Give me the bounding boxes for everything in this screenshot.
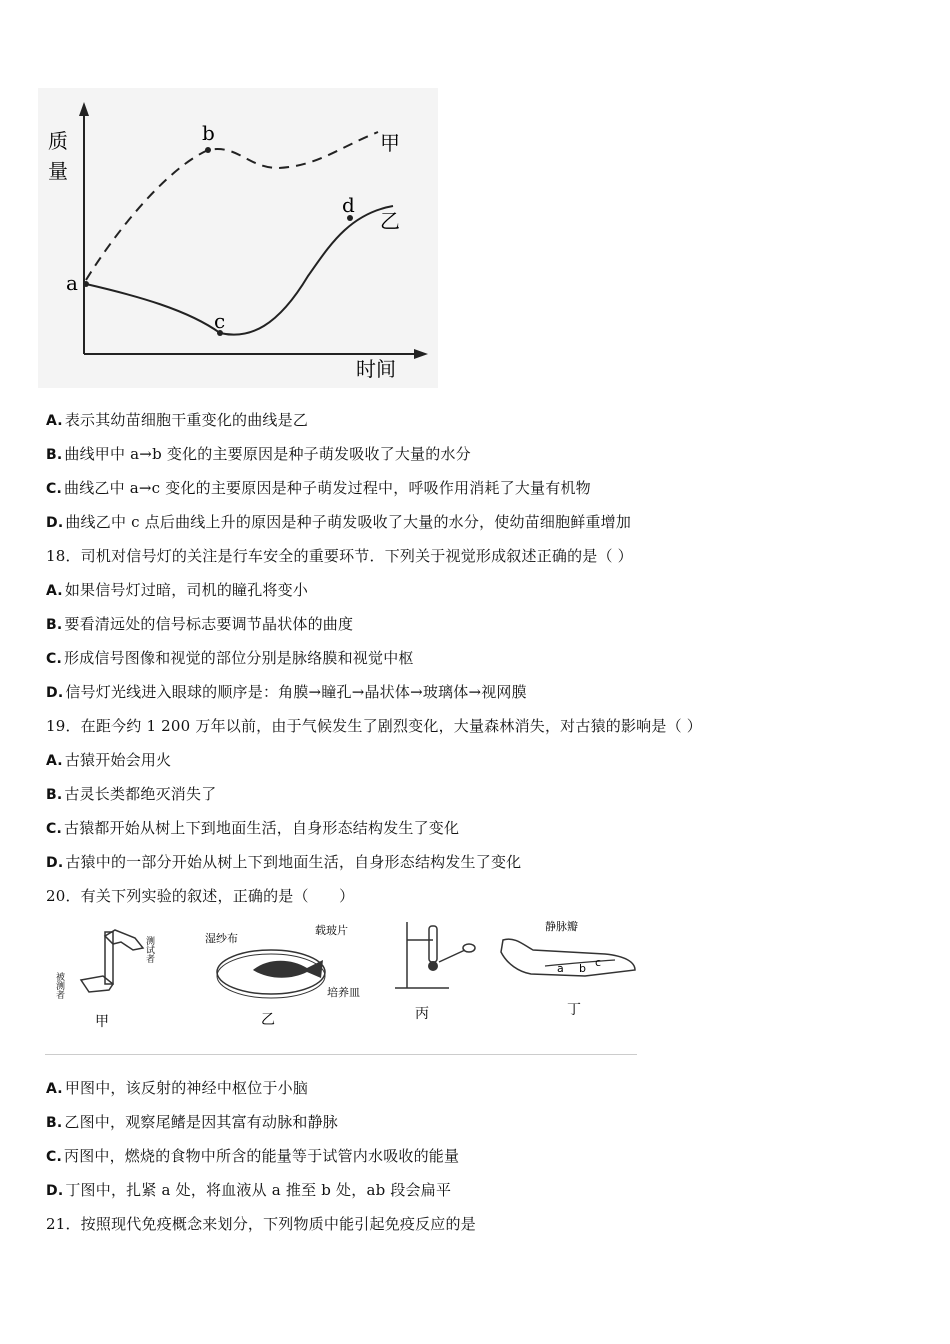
point-a-dot [83, 281, 89, 287]
jia-tester-label: 测试者 [144, 936, 154, 963]
q18-option-d: D. 信号灯光线进入眼球的顺序是：角膜→瞳孔→晶状体→玻璃体→视网膜 [46, 683, 527, 701]
yi-caption: 乙 [261, 1012, 275, 1028]
q20-option-a: A. 甲图中，该反射的神经中枢位于小脑 [46, 1079, 309, 1097]
q20-option-c: C. 丙图中，燃烧的食物中所含的能量等于试管内水吸收的能量 [46, 1147, 460, 1165]
yi-dish-label: 培养皿 [327, 986, 360, 999]
q20-option-b: B. 乙图中，观察尾鳍是因其富有动脉和静脉 [46, 1113, 338, 1131]
q19-option-d: D. 古猿中的一部分开始从树上下到地面生活，自身形态结构发生了变化 [46, 853, 522, 871]
q18-stem: 18．司机对信号灯的关注是行车安全的重要环节．下列关于视觉形成叙述正确的是（ ） [46, 547, 633, 565]
point-d-label: d [342, 193, 355, 217]
point-c-label: c [214, 309, 226, 333]
q20-option-d: D. 丁图中，扎紧 a 处，将血液从 a 推至 b 处，ab 段会扁平 [46, 1181, 452, 1199]
fish [253, 960, 323, 978]
point-b-label: b [202, 121, 215, 145]
mass-time-graph [38, 88, 438, 388]
x-label: 时间 [356, 357, 396, 381]
jia-subject-label: 被测者 [54, 972, 64, 999]
tester-hand [105, 930, 143, 950]
fig-bing [395, 922, 475, 1022]
point-b-dot [205, 147, 211, 153]
experiment-figure [45, 914, 637, 1056]
burning-food [428, 961, 438, 971]
bing-caption: 丙 [415, 1006, 429, 1022]
curve-jia-label: 甲 [380, 131, 400, 155]
ding-b-label: b [579, 962, 586, 975]
jia-caption: 甲 [95, 1014, 109, 1030]
needle [439, 950, 465, 962]
q17-option-a: A. 表示其幼苗细胞干重变化的曲线是乙 [46, 411, 309, 429]
ding-caption: 丁 [567, 1002, 581, 1018]
q18-option-a: A. 如果信号灯过暗，司机的瞳孔将变小 [46, 581, 309, 599]
ding-c-label: c [595, 956, 602, 969]
ding-vein-label: 静脉瓣 [545, 920, 578, 933]
y-label-1: 质 [48, 129, 68, 153]
q18-option-c: C. 形成信号图像和视觉的部位分别是脉络膜和视觉中枢 [46, 649, 414, 667]
q17-option-b: B. 曲线甲中 a→b 变化的主要原因是种子萌发吸收了大量的水分 [46, 445, 471, 463]
q17-option-d: D. 曲线乙中 c 点后曲线上升的原因是种子萌发吸收了大量的水分，使幼苗细胞鲜重增加 [46, 513, 632, 531]
y-label-2: 量 [48, 159, 68, 183]
q21-stem: 21．按照现代免疫概念来划分，下列物质中能引起免疫反应的是 [46, 1215, 476, 1233]
cork [463, 944, 475, 952]
q19-option-a: A. 古猿开始会用火 [46, 751, 172, 769]
q19-stem: 19．在距今约 1 200 万年以前，由于气候发生了剧烈变化，大量森林消失，对古猿的影响是（ ） [46, 717, 702, 735]
q18-option-b: B. 要看清远处的信号标志要调节晶状体的曲度 [46, 615, 354, 633]
fig-jia [54, 930, 155, 1030]
test-tube [429, 926, 437, 962]
yi-cloth-label: 湿纱布 [205, 932, 238, 945]
curve-yi-label: 乙 [380, 209, 400, 233]
point-a-label: a [66, 271, 78, 295]
yi-slide-label: 载玻片 [315, 924, 348, 937]
fig-ding [501, 919, 635, 1018]
ding-a-label: a [557, 962, 564, 975]
q17-option-c: C. 曲线乙中 a→c 变化的主要原因是种子萌发过程中，呼吸作用消耗了大量有机物 [46, 479, 591, 497]
arm [501, 939, 635, 976]
q19-option-b: B. 古灵长类都绝灭消失了 [46, 785, 217, 803]
figure-divider [45, 1054, 637, 1055]
fig-yi [205, 923, 360, 1028]
q20-stem: 20．有关下列实验的叙述，正确的是（ ） [46, 887, 355, 905]
q19-option-c: C. 古猿都开始从树上下到地面生活，自身形态结构发生了变化 [46, 819, 460, 837]
